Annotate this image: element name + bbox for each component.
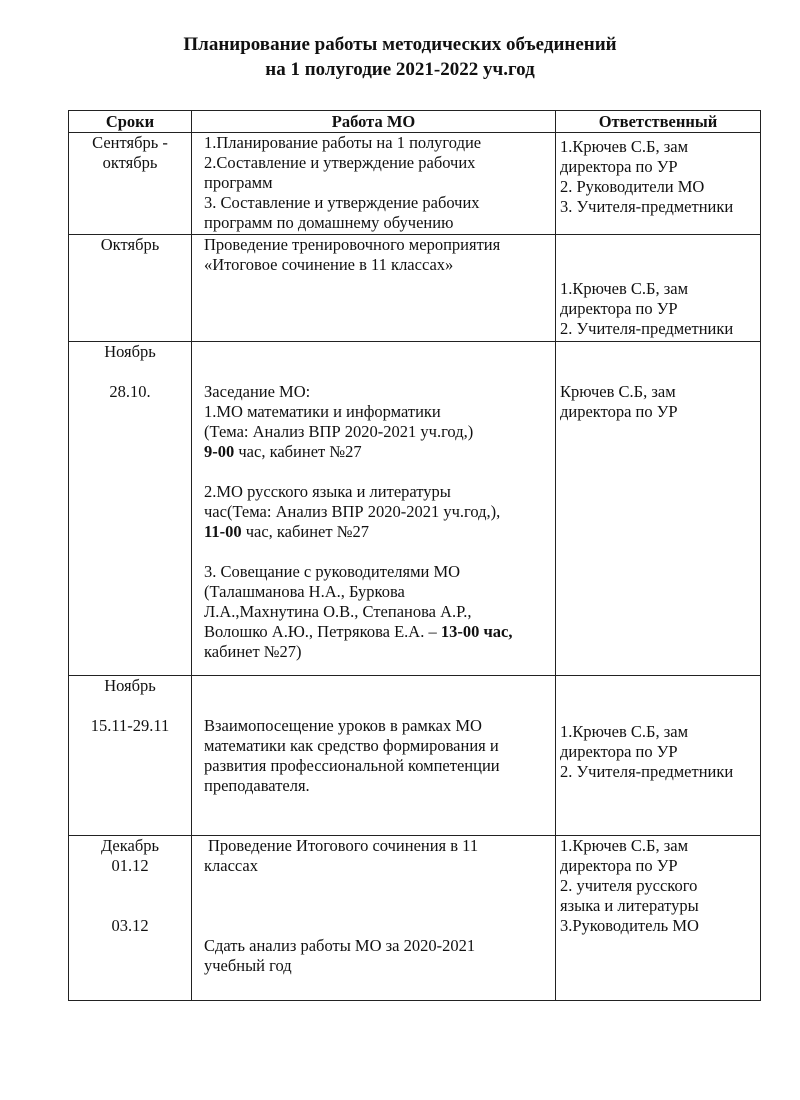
responsible-line: 2. Учителя-предметники — [560, 762, 734, 781]
term-line: Декабрь — [100, 836, 160, 855]
column-header-terms: Сроки — [69, 111, 192, 133]
term-line: Ноябрь — [104, 676, 156, 695]
work-line: 2.Составление и утверждение рабочих — [204, 153, 476, 172]
term-cell — [69, 342, 192, 676]
term-line: октябрь — [102, 153, 158, 172]
work-line: Л.А.,Махнутина О.В., Степанова А.Р., — [204, 602, 472, 621]
time-bold: 11-00 — [204, 522, 242, 541]
work-line — [204, 622, 551, 642]
work-text: Волошко А.Ю., Петрякова Е.А. – — [204, 622, 441, 641]
work-line: Проведение Итогового сочинения в 11 — [208, 836, 479, 855]
responsible-cell — [556, 836, 761, 1001]
work-line: кабинет №27) — [204, 642, 302, 661]
responsible-line: 2. Учителя-предметники — [560, 319, 734, 338]
term-line: Ноябрь — [104, 342, 156, 361]
table-row — [69, 676, 761, 836]
time-bold: 13-00 час, — [440, 622, 513, 641]
work-line — [204, 442, 551, 462]
table-row — [69, 342, 761, 676]
work-line: час(Тема: Анализ ВПР 2020-2021 уч.год,), — [204, 502, 501, 521]
term-line: 28.10. — [109, 382, 151, 401]
title-line-1: Планирование работы методических объединений — [183, 34, 617, 55]
table-row — [69, 836, 761, 1001]
responsible-line: 1.Крючев С.Б, зам — [560, 722, 689, 741]
responsible-line: Крючев С.Б, зам — [560, 382, 676, 401]
work-line: преподавателя. — [204, 776, 310, 795]
term-cell — [69, 676, 192, 836]
work-line: программ по домашнему обучению — [204, 213, 454, 232]
work-line: «Итоговое сочинение в 11 классах» — [204, 255, 454, 274]
work-line: Проведение тренировочного мероприятия — [204, 235, 501, 254]
term-cell — [69, 235, 192, 342]
work-line: Взаимопосещение уроков в рамках МО — [204, 716, 482, 735]
responsible-line: 3.Руководитель МО — [560, 916, 699, 935]
responsible-line: 3. Учителя-предметники — [560, 197, 734, 216]
term-line: 15.11-29.11 — [90, 716, 170, 735]
work-line: 1.Планирование работы на 1 полугодие — [204, 133, 482, 152]
work-cell — [192, 836, 556, 1001]
work-line — [204, 522, 551, 542]
column-header-work: Работа МО — [192, 111, 556, 133]
work-line: (Тема: Анализ ВПР 2020-2021 уч.год,) — [204, 422, 474, 441]
term-line: Октябрь — [100, 235, 160, 254]
table-row — [69, 133, 761, 235]
responsible-line: директора по УР — [560, 157, 678, 176]
term-cell — [69, 836, 192, 1001]
work-line: классах — [204, 856, 258, 875]
responsible-cell — [556, 342, 761, 676]
work-line: программ — [204, 173, 273, 192]
work-line: 2.МО русского языка и литературы — [204, 482, 451, 501]
responsible-cell — [556, 676, 761, 836]
page-title — [0, 32, 800, 82]
term-cell — [69, 133, 192, 235]
work-line: 3. Совещание с руководителями МО — [204, 562, 461, 581]
responsible-line: директора по УР — [560, 856, 678, 875]
work-line: математики как средство формирования и — [204, 736, 499, 755]
table-row — [69, 235, 761, 342]
responsible-line: 1.Крючев С.Б, зам — [560, 137, 689, 156]
term-line: 03.12 — [111, 916, 149, 935]
work-cell — [192, 133, 556, 235]
work-cell — [192, 676, 556, 836]
work-line: (Талашманова Н.А., Буркова — [204, 582, 405, 601]
responsible-line: языка и литературы — [560, 896, 699, 915]
work-cell — [192, 235, 556, 342]
responsible-line: директора по УР — [560, 402, 678, 421]
work-line: 3. Составление и утверждение рабочих — [204, 193, 480, 212]
work-line: Заседание МО: — [204, 382, 311, 401]
title-line-2: на 1 полугодие 2021-2022 уч.год — [265, 59, 535, 80]
responsible-line: 1.Крючев С.Б, зам — [560, 279, 689, 298]
term-line: 01.12 — [111, 856, 149, 875]
responsible-cell — [556, 235, 761, 342]
work-line: 1.МО математики и информатики — [204, 402, 441, 421]
work-text: час, кабинет №27 — [234, 442, 362, 461]
responsible-cell — [556, 133, 761, 235]
work-cell — [192, 342, 556, 676]
table-header-row — [69, 111, 761, 133]
work-text: час, кабинет №27 — [241, 522, 369, 541]
responsible-line: 2. учителя русского — [560, 876, 698, 895]
plan-table — [68, 110, 761, 1001]
responsible-line: директора по УР — [560, 742, 678, 761]
work-line: развития профессиональной компетенции — [204, 756, 500, 775]
term-line: Сентябрь - — [92, 133, 168, 152]
column-header-responsible: Ответственный — [556, 111, 761, 133]
work-line: учебный год — [204, 956, 292, 975]
responsible-line: 1.Крючев С.Б, зам — [560, 836, 689, 855]
responsible-line: 2. Руководители МО — [560, 177, 705, 196]
work-line: Сдать анализ работы МО за 2020-2021 — [204, 936, 476, 955]
responsible-line: директора по УР — [560, 299, 678, 318]
time-bold: 9-00 — [204, 442, 235, 461]
